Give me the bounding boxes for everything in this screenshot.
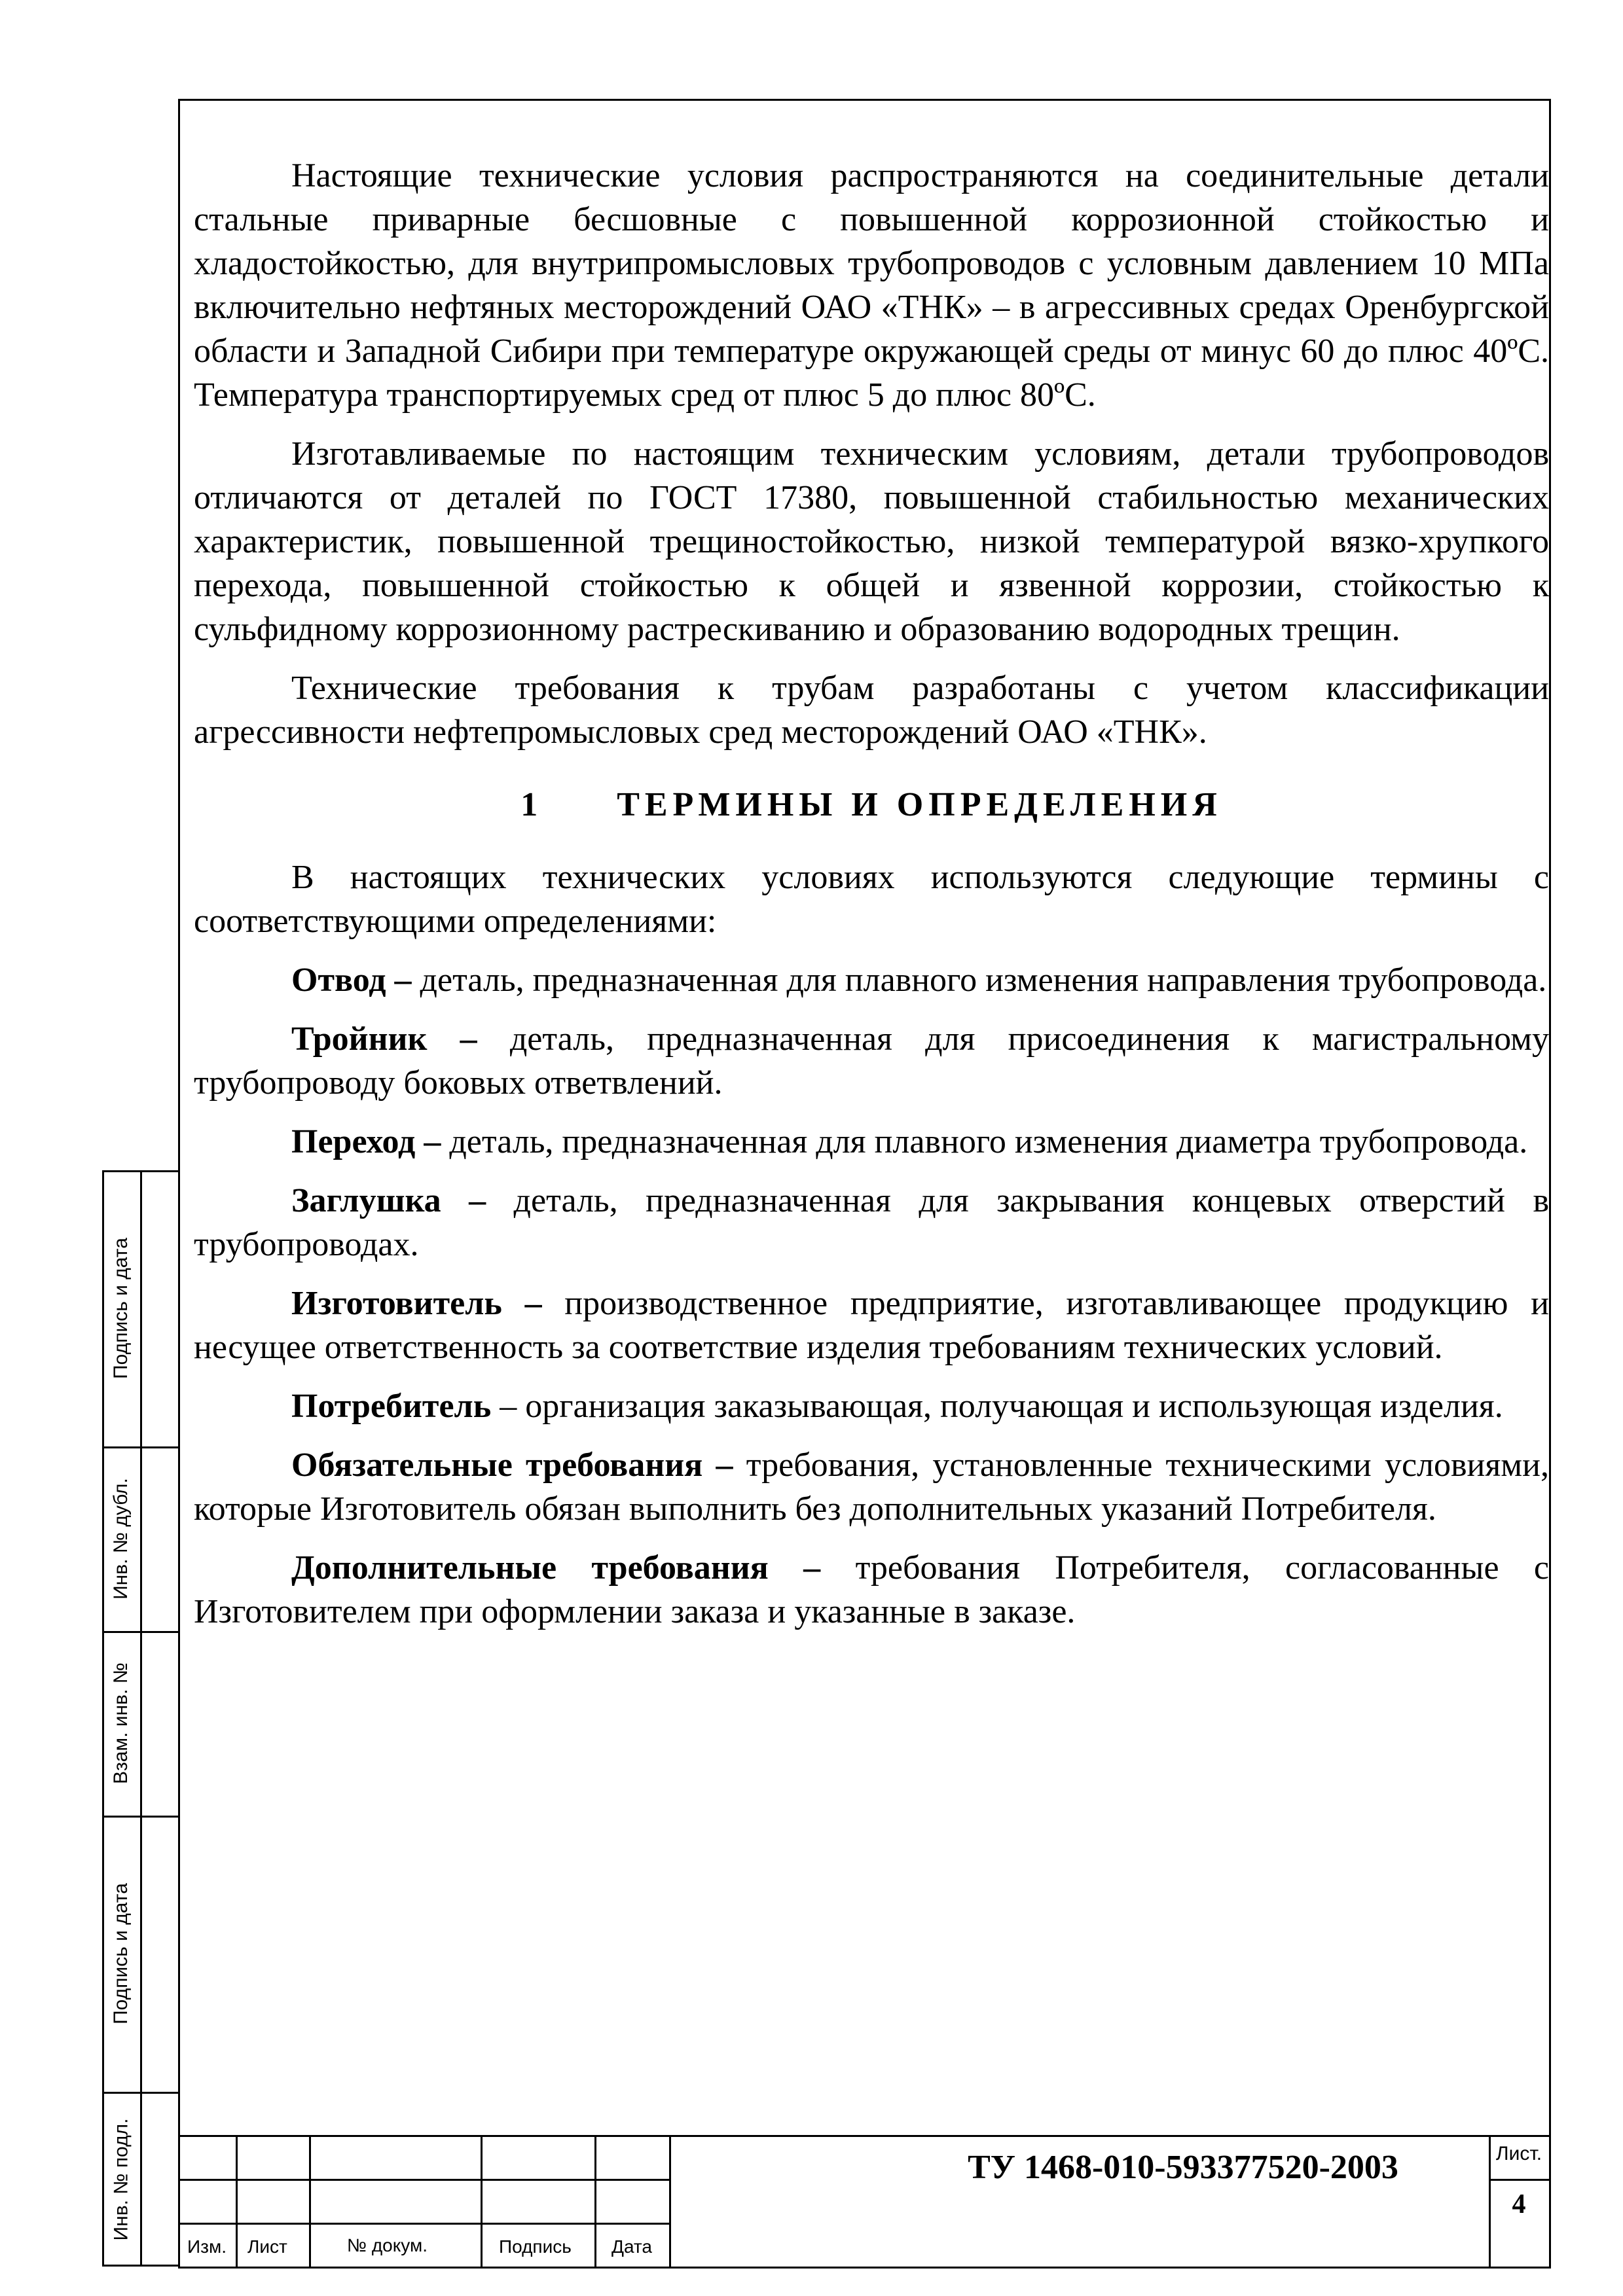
term-text: деталь, предназначенная для присоединения к магистральному трубопроводу боковых ответвлений. <box>194 1020 1550 1102</box>
document-body <box>194 154 1549 1649</box>
term-definition <box>194 1546 1549 1634</box>
term-definition <box>194 958 1549 1002</box>
col-date-label: Дата <box>611 2236 653 2257</box>
title-block-top-border <box>178 2135 1549 2137</box>
document-code: ТУ 1468-010-593377520-2003 <box>968 2149 1398 2186</box>
section-intro: В настоящих технических условиях используются следующие термины с соответствующими определениями: <box>194 859 1549 940</box>
term-definition <box>194 1443 1549 1531</box>
title-block-col-line <box>309 2135 311 2267</box>
term-text: производственное предприятие, изготавливающее продукцию и несущее ответственность за соответствие изделия требованиям технических условий. <box>194 1285 1549 1366</box>
side-stamp-label: Подпись и дата <box>110 1238 132 1379</box>
term-name: Тройник – <box>291 1020 477 1058</box>
side-stamp-label: Инв. № подл. <box>110 2118 132 2240</box>
term-name: Изготовитель – <box>291 1285 542 1322</box>
term-text: – организация заказывающая, получающая и использующая изделия. <box>491 1388 1503 1425</box>
term-text: деталь, предназначенная для плавного изменения направления трубопровода. <box>411 961 1547 999</box>
term-definition <box>194 1017 1549 1105</box>
term-text: требования Потребителя, согласованные с Изготовителем при оформлении заказа и указанные в заказе. <box>194 1549 1549 1630</box>
term-definition <box>194 1384 1549 1428</box>
term-definition <box>194 1179 1549 1266</box>
col-signature-label: Подпись <box>499 2236 572 2257</box>
col-izm-label: Изм. <box>187 2236 227 2257</box>
term-text: деталь, предназначенная для закрывания концевых отверстий в трубопроводах. <box>194 1182 1549 1263</box>
side-stamp-label: Подпись и дата <box>110 1883 132 2024</box>
term-name: Переход – <box>291 1123 441 1160</box>
side-stamp-label: Взам. инв. № <box>110 1662 132 1784</box>
side-stamp-label: Инв. № дубл. <box>110 1478 132 1600</box>
intro-paragraph-1: Настоящие технические условия распространяются на соединительные детали стальные приварные бесшовные с повышенной коррозионной стойкостью и хладостойкостью, для внутрипромысловых трубопроводов с условным давлением 10 МПа включительно нефтяных месторождений ОАО «ТНК» – в агрессивных средах Оренбургской области и Западной Сибири при температуре окружающей среды от минус 60 до плюс 40ºС. Температура транспортируемых сред от плюс 5 до плюс 80ºС. <box>194 157 1549 414</box>
title-block-col-line <box>481 2135 483 2267</box>
side-stamp <box>102 1170 178 2267</box>
section-heading <box>194 783 1549 827</box>
term-text: требования, установленные техническими условиями, которые Изготовитель обязан выполнить без дополнительных указаний Потребителя. <box>194 1446 1550 1528</box>
section-number: 1 <box>520 786 543 823</box>
side-stamp-bottom-border <box>102 2265 178 2267</box>
term-name: Заглушка – <box>291 1182 486 1219</box>
col-list-label: Лист <box>247 2236 287 2257</box>
term-name: Обязательные требования – <box>291 1446 733 1484</box>
term-name: Дополнительные требования – <box>291 1549 821 1587</box>
title-block-col-line <box>236 2135 238 2267</box>
sheet-label: Лист. <box>1495 2143 1542 2164</box>
sheet-number: 4 <box>1512 2189 1526 2219</box>
section-title: ТЕРМИНЫ И ОПРЕДЕЛЕНИЯ <box>617 786 1222 823</box>
title-block <box>178 2135 1549 2267</box>
intro-paragraph-3: Технические требования к трубам разработаны с учетом классификации агрессивности нефтепромысловых сред месторождений ОАО «ТНК». <box>194 670 1549 751</box>
intro-paragraph-2: Изготавливаемые по настоящим техническим условиям, детали трубопроводов отличаются от деталей по ГОСТ 17380, повышенной стабильностью механических характеристик, повышенной трещиностойкостью, низкой температурой вязко-хрупкого перехода, повышенной стойкостью к общей и язвенной коррозии, стойкостью к сульфидному коррозионному растрескиванию и образованию водородных трещин. <box>194 435 1549 648</box>
term-definition <box>194 1282 1549 1369</box>
term-text: деталь, предназначенная для плавного изменения диаметра трубопровода. <box>441 1123 1528 1160</box>
title-block-col-line <box>594 2135 596 2267</box>
title-block-col-line <box>669 2135 671 2267</box>
term-name: Потребитель <box>291 1388 492 1425</box>
term-name: Отвод – <box>291 961 412 999</box>
col-doc-number-label: № докум. <box>347 2235 428 2255</box>
term-definition <box>194 1120 1549 1164</box>
